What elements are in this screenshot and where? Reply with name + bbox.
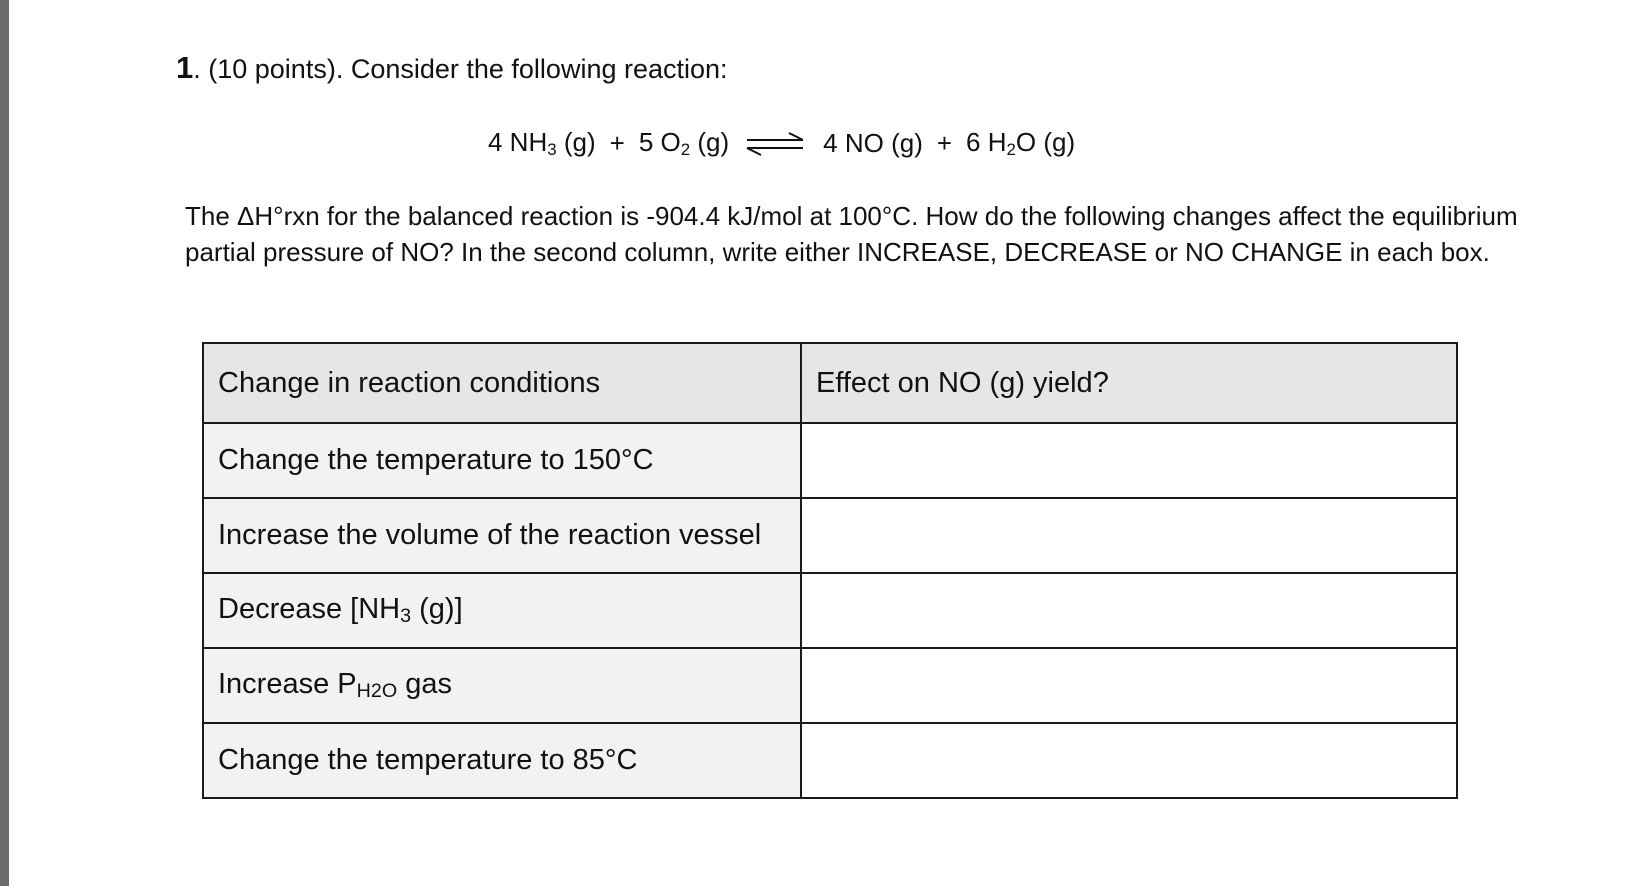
- table-row: [203, 423, 1457, 498]
- question-number: 1: [176, 50, 194, 85]
- question-heading: [176, 50, 728, 86]
- condition-cell: Change the temperature to 150°C: [203, 423, 801, 498]
- reaction-equation: [488, 127, 1075, 160]
- table-row: [203, 573, 1457, 648]
- header-effect: Effect on NO (g) yield?: [801, 343, 1457, 423]
- question-prompt: The ΔH°rxn for the balanced reaction is -904.4 kJ/mol at 100°C. How do the following changes affect the equilibrium partial pressure of NO? In the second column, write either INCREASE, DECREASE or NO CHANGE in each box.: [185, 201, 1518, 267]
- effect-answer-cell[interactable]: [801, 648, 1457, 723]
- condition-cell: Change the temperature to 85°C: [203, 723, 801, 798]
- effect-answer-cell[interactable]: [801, 573, 1457, 648]
- conditions-table: [202, 342, 1458, 799]
- window-edge-bar: [0, 0, 9, 886]
- table-row: [203, 498, 1457, 573]
- product-no: 4 NO (g): [823, 128, 923, 159]
- product-h2o: 6 $H_2O$ (g): [966, 127, 1076, 160]
- equilibrium-arrow-icon: [743, 131, 807, 157]
- table-header-row: [203, 343, 1457, 423]
- plus-sign: +: [936, 128, 953, 159]
- table-row: [203, 723, 1457, 798]
- header-conditions: Change in reaction conditions: [203, 343, 801, 423]
- condition-cell: Increase $P_{H2O}$ gas: [203, 648, 801, 723]
- reactant-o2: 5 $O_2$ (g): [638, 127, 730, 160]
- table-row: [203, 648, 1457, 723]
- condition-cell: Increase the volume of the reaction vessel: [203, 498, 801, 573]
- reactant-nh3: 4 $NH_3$ (g): [488, 127, 596, 160]
- condition-cell: Decrease [$NH_3$ (g)]: [203, 573, 801, 648]
- effect-answer-cell[interactable]: [801, 498, 1457, 573]
- plus-sign: +: [609, 128, 625, 159]
- question-text: . (10 points). Consider the following reaction:: [193, 54, 728, 84]
- effect-answer-cell[interactable]: [801, 423, 1457, 498]
- effect-answer-cell[interactable]: [801, 723, 1457, 798]
